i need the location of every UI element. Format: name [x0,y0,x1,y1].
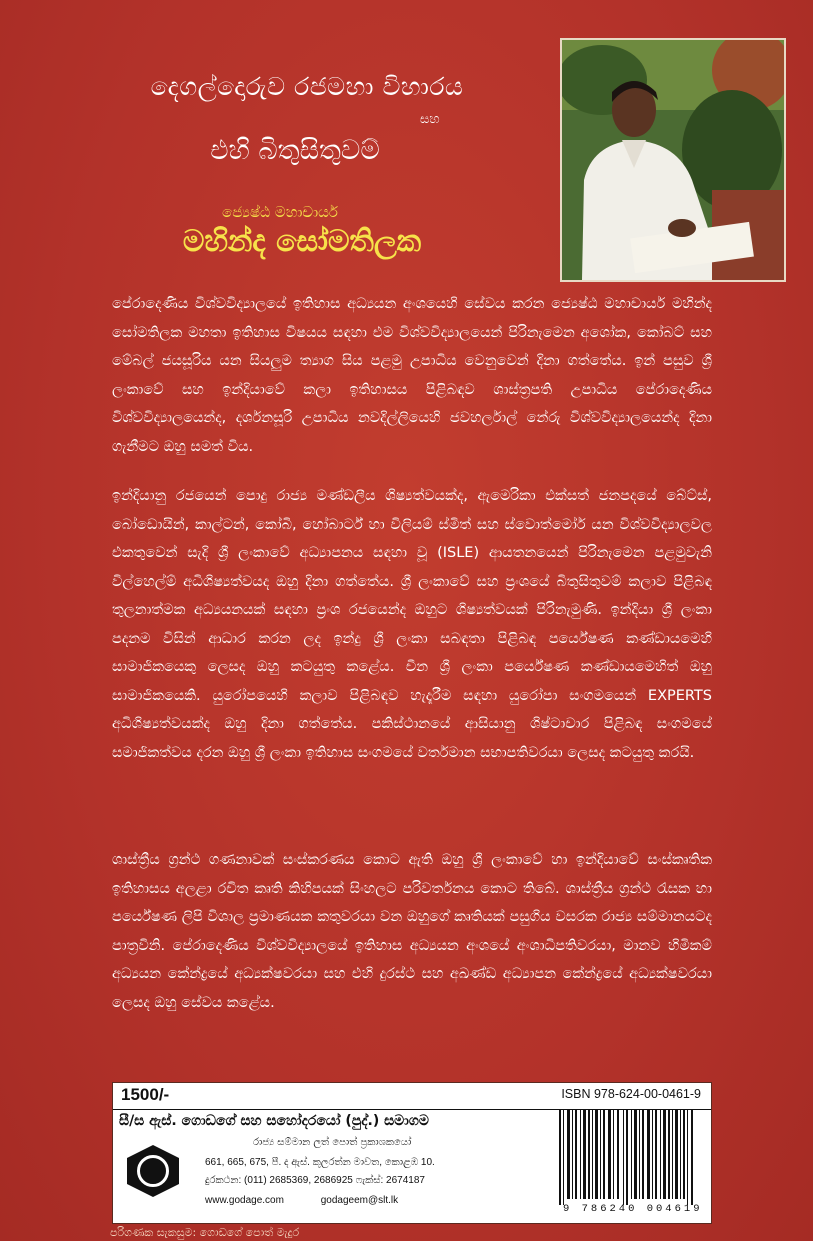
biography-paragraph-3: ශාස්ත්‍රීය ග්‍රන්ථ ගණනාවක් සංස්කරණය කොට ඇති ඔහු ශ්‍රී ලංකාවේ හා ඉන්දියාවේ සංස්කෘතික ඉතිහාසය අලළා රචිත කෘති කිහිපයක් සිංහලට පරිවර්තනය කොට තිබේ. ශාස්ත්‍රීය ග්‍රන්ථ රැසක හා පර්යේෂණ ලිපි විශාල ප්‍රමාණයක කතුවරයා වන ඔහුගේ කෘතියක් පසුගිය වසරක රාජ්‍ය සම්මානයටද පාත්‍රවිනි. පේරාදෙණිය විශ්වවිද්‍යාලයේ ඉතිහාස අධ්‍යයන අංශයේ අංශාධිපතිවරයා, මානව හිමිකම් අධ්‍යයන කේන්ද්‍රයේ අධ්‍යක්ෂවරයා සහ එහි දුරස්ථ සහ අඛණ්ඩ අධ්‍යාපන කේන්ද්‍රයේ අධ්‍යක්ෂවරයා ලෙසද ඔහු සේවය කළේය. [112,852,712,1011]
publisher-tagline: රාජ්‍ය සම්මාන ලත් පොත් ප්‍රකාශකයෝ [253,1137,412,1148]
publisher-address: 661, 665, 675, පී. ද ඇස්. කුලරත්න මාවත, කොළඹ 10. [205,1157,435,1168]
barcode-icon [555,1109,705,1205]
imprint-box [112,1082,712,1224]
author-photo [560,38,786,282]
publisher-contact [205,1195,398,1206]
bottom-strip-text: පරිගණක සැකසුම: ගොඩගේ පොත් මැදුර [110,1226,300,1239]
publisher-phone: දුරකථන: (011) 2685369, 2686925 ෆැක්ස්: 2674187 [205,1175,425,1186]
publisher-email: godageem@slt.lk [320,1195,399,1206]
barcode-number: 9 786240 004619 [563,1203,703,1215]
publisher-website: www.godage.com [205,1195,284,1206]
author-name: මහින්ද සෝමතිලක [182,224,422,259]
book-title-line2: එහි බිතුසිතුවම් [210,135,380,166]
price-label: 1500/- [121,1085,170,1104]
publisher-logo-icon [127,1145,179,1197]
biography-paragraph-1: පේරාදෙණිය විශ්වවිද්‍යාලයේ ඉතිහාස අධ්‍යයන අංශයෙහි සේවය කරන ජ්‍යෙෂ්ඨ මහාචාර්ය මහින්ද සෝමතිලක මහතා ඉතිහාස විෂයය සඳහා එම විශ්වවිද්‍යාලයෙන් පිරිනැමෙන අශෝක, කෝබට් සහ මේබල් ජයසූරිය යන සියලුම ත්‍යාග සිය පළමු උපාධිය වෙනුවෙන් දිනා ගත්තේය. ඉන් පසුව ශ්‍රී ලංකාවේ සහ ඉන්දියාවේ කලා ඉතිහාසය පිළිබඳව ශාස්ත්‍රපති උපාධිය පේරාදෙණිය විශ්වවිද්‍යාලයෙන්ද, දර්ශනසූරි උපාධිය නවදිල්ලියෙහි ජවහර්ලාල් නේරු විශ්වවිද්‍යාලයෙන්ද දිනා ගැනීමට ඔහු සමත් විය. [112,296,712,455]
author-rank: ජ්‍යෙෂ්ඨ මහාචාර්ය [222,203,338,221]
book-title-line1: දෙගල්දොරුව රජමහා විහාරය [150,72,464,101]
publisher-logo-ring [137,1155,169,1187]
isbn-label: ISBN 978-624-00-0461-9 [561,1087,701,1101]
biography-paragraph-2: ඉන්දියානු රජයෙන් පොදු රාජ්‍ය මණ්ඩලීය ශිෂ්‍යත්වයක්ද, ඇමෙරිකා එක්සත් ජනපදයේ බේට්ස්, බෝඩොයින්, කාල්ටන්, කෝබි, හෝබාර්ට් හා විලියම් ස්මිත් සහ ස්වොත්මෝර් යන විශ්වවිද්‍යාලවල එකතුවෙන් සැදි ශ්‍රී ලංකාවේ අධ්‍යාපනය සඳහා වූ (ISLE) ආයතනයෙන් පිරිනැමෙන පළමුවැනි විල්හෙල්ම් අධිශිෂ්‍යත්වයද ඔහු දිනා ගත්තේය. ශ්‍රී ලංකාවේ සහ ප්‍රංශයේ බිතුසිතුවම් කලාව පිළිබඳ තුලනාත්මක අධ්‍යයනයක් සඳහා ප්‍රංශ රජයෙන්ද ඔහුට ශිෂ්‍යත්වයක් පිරිනැමුණි. ඉන්දියා ශ්‍රී ලංකා පදනම විසින් ආධාර කරන ලද ඉන්දු ශ්‍රී ලංකා සබඳතා පිළිබඳ පර්යේෂණ කණ්ඩායමෙහි සාමාජිකයෙකු ලෙසද ඔහු කටයුතු කළේය. චීන ශ්‍රී ලංකා පර්යේෂණ කණ්ඩායමෙහිත් ඔහු සාමාජිකයෙකි. යුරෝපයෙහි කලාව පිළිබඳව හැදෑරීම සඳහා යුරෝපා සංගමයෙන් EXPERTS අධිශිෂ්‍යත්වයක්ද ඔහු දිනා ගත්තේය. පකිස්ථානයේ ආසියානු ශිෂ්ටාචාර පිළිබඳ සංගමයේ සමාජිකත්වය දරන ඔහු ශ්‍රී ලංකා ඉතිහාස සංගමයේ වර්තමාන සභාපතිවරයා ලෙසද කටයුතු කරයි. [112,488,712,761]
book-title-conjunction: සහ [420,112,440,127]
publisher-name: සී/ස ඇස්. ගොඩගේ සහ සහෝදරයෝ (පුද්.) සමාගම [119,1113,429,1129]
